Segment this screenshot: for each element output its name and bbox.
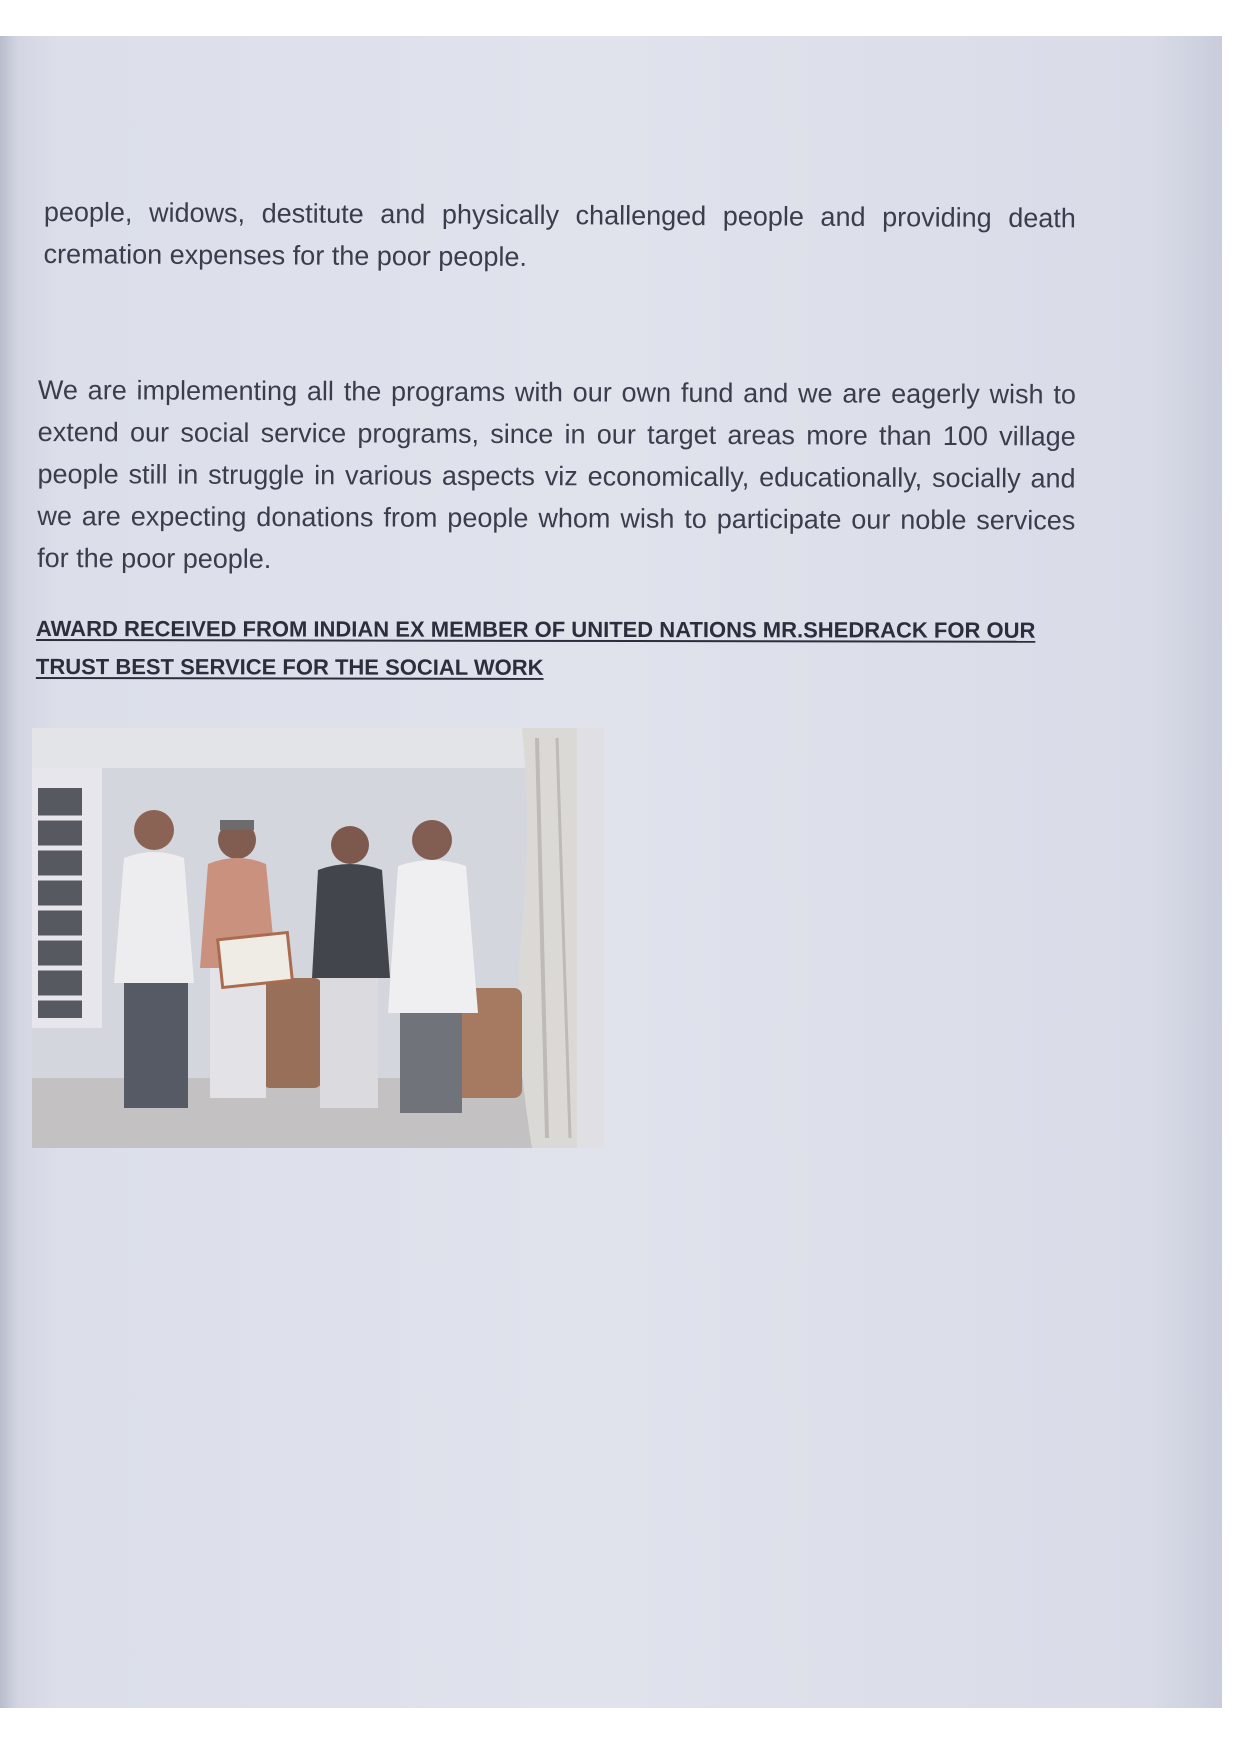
paragraph-2: We are implementing all the programs with our own fund and we are eagerly wish to extend our social service programs, since in our target areas more than 100 village people still in struggle in various aspects viz economically, educationally, socially and we are expecting donations from people whom wish to participate our noble services for the poor people. (37, 374, 1076, 575)
award-heading: AWARD RECEIVED FROM INDIAN EX MEMBER OF UNITED NATIONS MR.SHEDRACK FOR OUR TRUST BEST SERVICE FOR THE SOCIAL WORK (35, 616, 1036, 680)
page-edge (1222, 36, 1240, 1708)
award-photo-image (32, 728, 604, 1148)
paragraph-1: people, widows, destitute and physically challenged people and providing death cremation expenses for the poor people. (43, 196, 1076, 272)
award-photo (32, 728, 604, 1148)
